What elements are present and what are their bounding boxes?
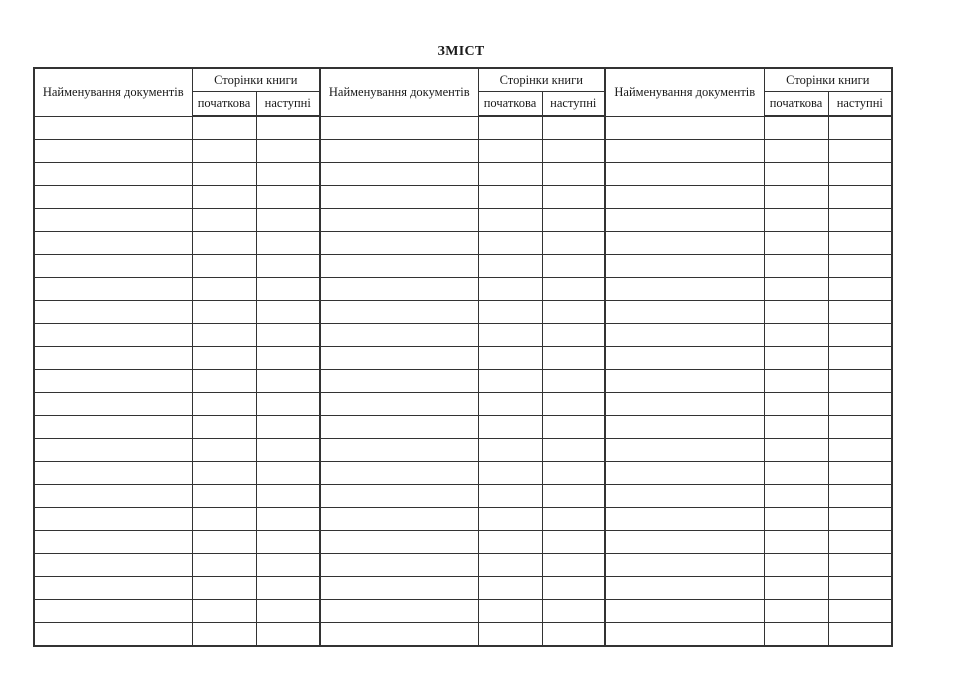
- doc-name-cell[interactable]: [605, 554, 764, 577]
- table-row: [34, 255, 892, 278]
- initial-page-cell[interactable]: [478, 508, 542, 531]
- initial-page-cell[interactable]: [192, 186, 256, 209]
- initial-page-cell[interactable]: [192, 554, 256, 577]
- initial-page-cell[interactable]: [764, 508, 828, 531]
- initial-page-cell[interactable]: [764, 623, 828, 647]
- doc-name-cell[interactable]: [34, 508, 192, 531]
- table-row: [34, 301, 892, 324]
- next-pages-cell[interactable]: [542, 140, 605, 163]
- table-row: [34, 163, 892, 186]
- initial-page-cell[interactable]: [192, 623, 256, 647]
- next-pages-cell[interactable]: [542, 232, 605, 255]
- doc-name-cell[interactable]: [605, 508, 764, 531]
- doc-name-cell[interactable]: [34, 439, 192, 462]
- table-row: [34, 370, 892, 393]
- next-pages-cell[interactable]: [256, 324, 320, 347]
- initial-page-cell[interactable]: [192, 324, 256, 347]
- doc-name-cell[interactable]: [34, 347, 192, 370]
- next-pages-cell[interactable]: [256, 462, 320, 485]
- initial-page-cell[interactable]: [764, 278, 828, 301]
- initial-page-cell[interactable]: [764, 600, 828, 623]
- table-row: [34, 531, 892, 554]
- next-pages-cell[interactable]: [542, 209, 605, 232]
- doc-name-cell[interactable]: [34, 623, 192, 647]
- initial-page-cell[interactable]: [764, 485, 828, 508]
- doc-name-cell[interactable]: [34, 255, 192, 278]
- next-pages-cell[interactable]: [256, 301, 320, 324]
- next-pages-cell[interactable]: [828, 508, 892, 531]
- table-row: [34, 116, 892, 140]
- doc-name-cell[interactable]: [320, 347, 478, 370]
- next-pages-cell[interactable]: [256, 416, 320, 439]
- doc-name-cell[interactable]: [34, 301, 192, 324]
- next-pages-cell[interactable]: [828, 531, 892, 554]
- next-pages-cell[interactable]: [542, 508, 605, 531]
- next-pages-cell[interactable]: [542, 462, 605, 485]
- next-pages-cell[interactable]: [828, 255, 892, 278]
- next-pages-header: наступні: [542, 92, 605, 117]
- next-pages-cell[interactable]: [256, 116, 320, 140]
- book-pages-header: Сторінки книги: [192, 68, 320, 92]
- initial-page-cell[interactable]: [192, 416, 256, 439]
- doc-name-cell[interactable]: [320, 232, 478, 255]
- initial-page-cell[interactable]: [478, 370, 542, 393]
- next-pages-cell[interactable]: [542, 577, 605, 600]
- next-pages-cell[interactable]: [828, 600, 892, 623]
- doc-name-cell[interactable]: [34, 416, 192, 439]
- doc-name-cell[interactable]: [34, 462, 192, 485]
- doc-name-cell[interactable]: [320, 370, 478, 393]
- doc-name-cell[interactable]: [320, 462, 478, 485]
- initial-page-cell[interactable]: [764, 255, 828, 278]
- initial-page-cell[interactable]: [192, 232, 256, 255]
- initial-page-cell[interactable]: [192, 301, 256, 324]
- doc-name-cell[interactable]: [605, 278, 764, 301]
- next-pages-cell[interactable]: [828, 485, 892, 508]
- initial-page-cell[interactable]: [478, 485, 542, 508]
- next-pages-cell[interactable]: [828, 209, 892, 232]
- doc-name-cell[interactable]: [34, 324, 192, 347]
- initial-page-cell[interactable]: [764, 462, 828, 485]
- doc-name-cell[interactable]: [34, 600, 192, 623]
- initial-page-header: початкова: [764, 92, 828, 117]
- next-pages-cell[interactable]: [542, 255, 605, 278]
- initial-page-cell[interactable]: [478, 439, 542, 462]
- next-pages-cell[interactable]: [256, 347, 320, 370]
- initial-page-header: початкова: [478, 92, 542, 117]
- next-pages-cell[interactable]: [828, 577, 892, 600]
- doc-name-cell[interactable]: [34, 278, 192, 301]
- next-pages-cell[interactable]: [542, 600, 605, 623]
- doc-name-cell[interactable]: [34, 393, 192, 416]
- next-pages-cell[interactable]: [828, 462, 892, 485]
- initial-page-cell[interactable]: [478, 554, 542, 577]
- next-pages-cell[interactable]: [256, 623, 320, 647]
- initial-page-cell[interactable]: [192, 485, 256, 508]
- initial-page-cell[interactable]: [192, 370, 256, 393]
- initial-page-cell[interactable]: [478, 186, 542, 209]
- initial-page-cell[interactable]: [192, 439, 256, 462]
- book-pages-header: Сторінки книги: [478, 68, 605, 92]
- next-pages-cell[interactable]: [542, 116, 605, 140]
- next-pages-cell[interactable]: [256, 209, 320, 232]
- doc-name-cell[interactable]: [605, 255, 764, 278]
- doc-name-cell[interactable]: [605, 324, 764, 347]
- initial-page-cell[interactable]: [478, 393, 542, 416]
- initial-page-cell[interactable]: [478, 324, 542, 347]
- doc-name-cell[interactable]: [320, 439, 478, 462]
- doc-name-cell[interactable]: [605, 116, 764, 140]
- initial-page-cell[interactable]: [192, 209, 256, 232]
- table-row: [34, 347, 892, 370]
- next-pages-cell[interactable]: [828, 324, 892, 347]
- doc-name-cell[interactable]: [605, 439, 764, 462]
- initial-page-cell[interactable]: [192, 116, 256, 140]
- doc-name-cell[interactable]: [320, 393, 478, 416]
- doc-name-cell[interactable]: [34, 485, 192, 508]
- table-row: [34, 140, 892, 163]
- next-pages-cell[interactable]: [256, 370, 320, 393]
- next-pages-cell[interactable]: [828, 186, 892, 209]
- table-row: [34, 324, 892, 347]
- table-row: [34, 462, 892, 485]
- initial-page-cell[interactable]: [192, 508, 256, 531]
- doc-name-cell[interactable]: [34, 163, 192, 186]
- next-pages-cell[interactable]: [828, 439, 892, 462]
- initial-page-cell[interactable]: [478, 278, 542, 301]
- initial-page-cell[interactable]: [478, 600, 542, 623]
- table-row: [34, 186, 892, 209]
- table-row: [34, 393, 892, 416]
- initial-page-cell[interactable]: [764, 370, 828, 393]
- doc-name-cell[interactable]: [320, 531, 478, 554]
- table-row: [34, 600, 892, 623]
- doc-name-cell[interactable]: [605, 140, 764, 163]
- doc-name-cell[interactable]: [320, 186, 478, 209]
- initial-page-cell[interactable]: [192, 255, 256, 278]
- next-pages-cell[interactable]: [828, 163, 892, 186]
- initial-page-cell[interactable]: [192, 163, 256, 186]
- initial-page-cell[interactable]: [764, 439, 828, 462]
- next-pages-cell[interactable]: [256, 508, 320, 531]
- next-pages-cell[interactable]: [828, 301, 892, 324]
- next-pages-cell[interactable]: [256, 600, 320, 623]
- doc-name-cell[interactable]: [605, 370, 764, 393]
- doc-name-cell[interactable]: [605, 577, 764, 600]
- initial-page-cell[interactable]: [478, 116, 542, 140]
- next-pages-cell[interactable]: [542, 278, 605, 301]
- initial-page-cell[interactable]: [764, 232, 828, 255]
- next-pages-cell[interactable]: [256, 186, 320, 209]
- initial-page-cell[interactable]: [764, 140, 828, 163]
- doc-name-cell[interactable]: [605, 163, 764, 186]
- table-body: [34, 116, 892, 646]
- next-pages-cell[interactable]: [828, 416, 892, 439]
- initial-page-cell[interactable]: [764, 186, 828, 209]
- next-pages-cell[interactable]: [542, 439, 605, 462]
- doc-name-cell[interactable]: [320, 623, 478, 647]
- initial-page-cell[interactable]: [478, 140, 542, 163]
- next-pages-cell[interactable]: [542, 531, 605, 554]
- doc-name-cell[interactable]: [320, 324, 478, 347]
- next-pages-cell[interactable]: [256, 531, 320, 554]
- initial-page-cell[interactable]: [764, 416, 828, 439]
- next-pages-cell[interactable]: [542, 324, 605, 347]
- initial-page-cell[interactable]: [192, 393, 256, 416]
- doc-name-cell[interactable]: [605, 232, 764, 255]
- next-pages-cell[interactable]: [542, 347, 605, 370]
- doc-name-cell[interactable]: [605, 531, 764, 554]
- initial-page-cell[interactable]: [478, 232, 542, 255]
- next-pages-cell[interactable]: [828, 623, 892, 647]
- next-pages-cell[interactable]: [828, 393, 892, 416]
- table-row: [34, 232, 892, 255]
- doc-name-cell[interactable]: [320, 278, 478, 301]
- doc-name-cell[interactable]: [605, 186, 764, 209]
- doc-name-cell[interactable]: [605, 462, 764, 485]
- table-row: [34, 416, 892, 439]
- next-pages-cell[interactable]: [828, 232, 892, 255]
- doc-name-cell[interactable]: [34, 554, 192, 577]
- initial-page-cell[interactable]: [192, 140, 256, 163]
- doc-name-cell[interactable]: [605, 393, 764, 416]
- next-pages-cell[interactable]: [542, 554, 605, 577]
- initial-page-cell[interactable]: [192, 347, 256, 370]
- doc-name-cell[interactable]: [34, 116, 192, 140]
- initial-page-cell[interactable]: [192, 577, 256, 600]
- next-pages-cell[interactable]: [542, 623, 605, 647]
- initial-page-cell[interactable]: [478, 209, 542, 232]
- initial-page-cell[interactable]: [764, 163, 828, 186]
- doc-name-header: Найменування документів: [34, 68, 192, 116]
- next-pages-header: наступні: [828, 92, 892, 117]
- initial-page-cell[interactable]: [192, 600, 256, 623]
- next-pages-cell[interactable]: [256, 439, 320, 462]
- contents-table: [33, 67, 893, 647]
- table-row: [34, 577, 892, 600]
- initial-page-cell[interactable]: [764, 577, 828, 600]
- doc-name-cell[interactable]: [605, 485, 764, 508]
- table-row: [34, 508, 892, 531]
- initial-page-cell[interactable]: [478, 462, 542, 485]
- initial-page-cell[interactable]: [192, 462, 256, 485]
- next-pages-cell[interactable]: [256, 554, 320, 577]
- doc-name-cell[interactable]: [34, 186, 192, 209]
- doc-name-cell[interactable]: [320, 508, 478, 531]
- next-pages-cell[interactable]: [256, 232, 320, 255]
- initial-page-cell[interactable]: [478, 255, 542, 278]
- next-pages-cell[interactable]: [542, 163, 605, 186]
- next-pages-cell[interactable]: [256, 140, 320, 163]
- initial-page-cell[interactable]: [764, 301, 828, 324]
- doc-name-cell[interactable]: [320, 600, 478, 623]
- table-row: [34, 623, 892, 647]
- initial-page-cell[interactable]: [764, 209, 828, 232]
- doc-name-cell[interactable]: [320, 209, 478, 232]
- table-row: [34, 278, 892, 301]
- next-pages-cell[interactable]: [256, 577, 320, 600]
- doc-name-header: Найменування документів: [320, 68, 478, 116]
- doc-name-cell[interactable]: [320, 554, 478, 577]
- doc-name-cell[interactable]: [320, 255, 478, 278]
- next-pages-cell[interactable]: [256, 485, 320, 508]
- doc-name-cell[interactable]: [605, 623, 764, 647]
- initial-page-cell[interactable]: [764, 324, 828, 347]
- doc-name-cell[interactable]: [320, 116, 478, 140]
- next-pages-cell[interactable]: [828, 278, 892, 301]
- next-pages-cell[interactable]: [542, 301, 605, 324]
- next-pages-cell[interactable]: [542, 370, 605, 393]
- next-pages-cell[interactable]: [256, 163, 320, 186]
- initial-page-header: початкова: [192, 92, 256, 117]
- initial-page-cell[interactable]: [478, 623, 542, 647]
- doc-name-cell[interactable]: [605, 209, 764, 232]
- doc-name-cell[interactable]: [605, 416, 764, 439]
- next-pages-cell[interactable]: [256, 255, 320, 278]
- doc-name-cell[interactable]: [320, 140, 478, 163]
- book-pages-header: Сторінки книги: [764, 68, 892, 92]
- initial-page-cell[interactable]: [478, 347, 542, 370]
- doc-name-cell[interactable]: [605, 600, 764, 623]
- doc-name-cell[interactable]: [605, 347, 764, 370]
- initial-page-cell[interactable]: [764, 554, 828, 577]
- doc-name-cell[interactable]: [320, 301, 478, 324]
- table-row: [34, 439, 892, 462]
- initial-page-cell[interactable]: [764, 116, 828, 140]
- next-pages-cell[interactable]: [828, 554, 892, 577]
- initial-page-cell[interactable]: [478, 163, 542, 186]
- doc-name-cell[interactable]: [34, 232, 192, 255]
- next-pages-cell[interactable]: [542, 485, 605, 508]
- doc-name-cell[interactable]: [320, 163, 478, 186]
- next-pages-cell[interactable]: [828, 347, 892, 370]
- next-pages-cell[interactable]: [542, 416, 605, 439]
- doc-name-header: Найменування документів: [605, 68, 764, 116]
- next-pages-cell[interactable]: [828, 140, 892, 163]
- doc-name-cell[interactable]: [34, 140, 192, 163]
- initial-page-cell[interactable]: [764, 531, 828, 554]
- doc-name-cell[interactable]: [34, 370, 192, 393]
- initial-page-cell[interactable]: [478, 416, 542, 439]
- table-row: [34, 209, 892, 232]
- next-pages-header: наступні: [256, 92, 320, 117]
- next-pages-cell[interactable]: [828, 370, 892, 393]
- page-title: ЗМІСТ: [437, 44, 485, 59]
- doc-name-cell[interactable]: [34, 577, 192, 600]
- doc-name-cell[interactable]: [34, 531, 192, 554]
- initial-page-cell[interactable]: [764, 347, 828, 370]
- next-pages-cell[interactable]: [828, 116, 892, 140]
- initial-page-cell[interactable]: [764, 393, 828, 416]
- doc-name-cell[interactable]: [320, 416, 478, 439]
- initial-page-cell[interactable]: [478, 301, 542, 324]
- table-row: [34, 485, 892, 508]
- next-pages-cell[interactable]: [256, 278, 320, 301]
- initial-page-cell[interactable]: [478, 531, 542, 554]
- initial-page-cell[interactable]: [192, 278, 256, 301]
- table-row: [34, 554, 892, 577]
- doc-name-cell[interactable]: [320, 485, 478, 508]
- doc-name-cell[interactable]: [320, 577, 478, 600]
- doc-name-cell[interactable]: [34, 209, 192, 232]
- next-pages-cell[interactable]: [542, 393, 605, 416]
- next-pages-cell[interactable]: [256, 393, 320, 416]
- next-pages-cell[interactable]: [542, 186, 605, 209]
- doc-name-cell[interactable]: [605, 301, 764, 324]
- initial-page-cell[interactable]: [192, 531, 256, 554]
- initial-page-cell[interactable]: [478, 577, 542, 600]
